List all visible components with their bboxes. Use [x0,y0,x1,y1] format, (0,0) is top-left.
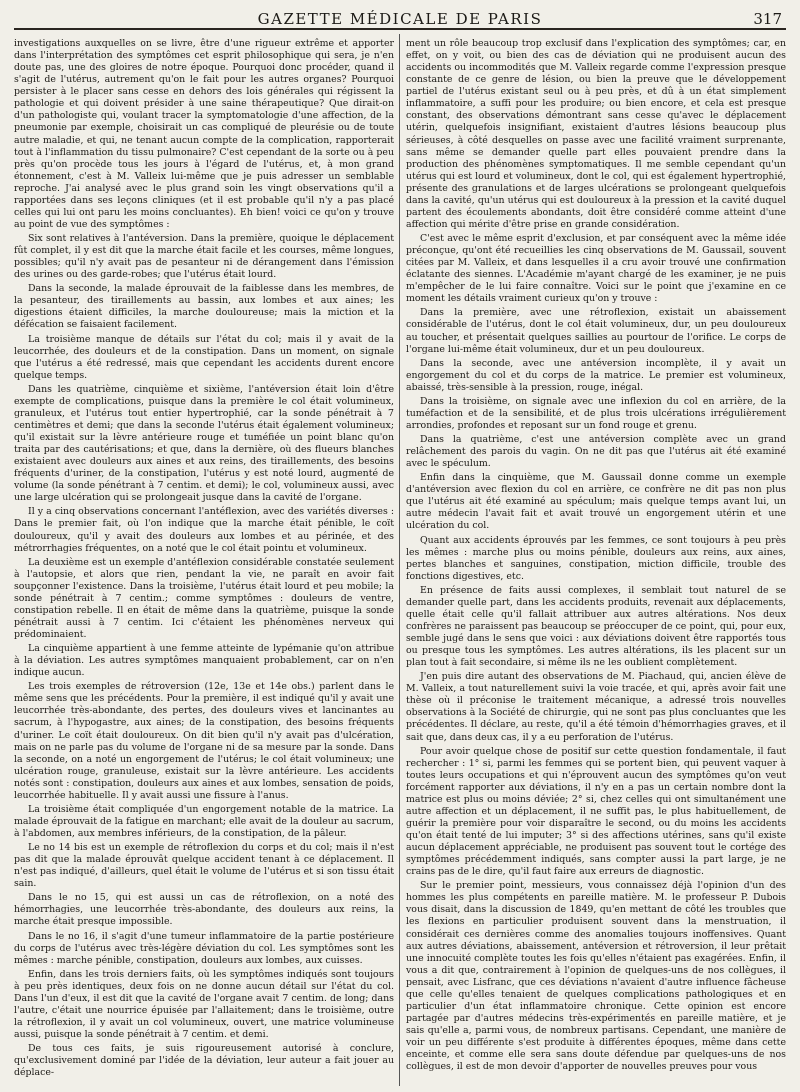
paragraph: investigations auxquelles on se livre, être d'une rigueur extrême et apporter dans l'interprétation des symptômes cet esprit philosophique qui sera, je n'en doute pas, une des gloires de notre époque. Pourquoi donc procéder, quand il s'agit de l'utérus, autrement qu'on le fait pour les autres organes? Pourquoi persister à le placer sans cesse en dehors des lois générales qui régissent la pathologie et qui doivent présider à une saine thérapeutique? Que dirait-on d'un pathologiste qui, voulant tracer la symptomatologie d'une affection, de la pneumonie par exemple, choisirait un cas compliqué de pleurésie ou de toute autre maladie, et qui, ne tenant aucun compte de la complication, rapporterait tout à l'inflammation du tissu pulmonaire? C'est cependant de la sorte ou à peu près qu'on procède tous les jours à l'égard de l'utérus, et, à mon grand étonnement, c'est à M. Valleix lui-même que je puis adresser un semblable reproche. J'ai analysé avec le plus grand soin les vingt observations qu'il a rapportées dans ses leçons cliniques (et il est probable qu'il n'y a pas placé celles qui lui ont paru les moins concluantes). Eh bien! voici ce qu'on y trouve au point de vue des symptômes : [14,38,394,230]
paragraph: En présence de faits aussi complexes, il semblait tout naturel de se demander quelle part, dans les accidents produits, revenait aux déplacements, quelle était celle qu'il fallait attribuer aux autres altérations. Nos deux confrères ne paraissent pas beaucoup se préoccuper de ce point, qui, pour eux, semble jugé dans le sens que voici : aux déviations doivent être rapportés tous ou presque tous les symptômes. Les autres altérations, ils les placent sur un plan tout à fait secondaire, si même ils ne les oublient complètement. [406,584,786,669]
paragraph: Enfin, dans les trois derniers faits, où les symptômes indiqués sont toujours à peu près identiques, deux fois on ne donne aucun détail sur l'état du col. Dans l'un d'eux, il est dit que la cavité de l'organe avait 7 centim. de long; dans l'autre, c'était une nourrice épuisée par l'allaitement; dans le troisième, outre la rétroflexion, il y avait un col volumineux, ouvert, une matrice volumineuse aussi, puisque la sonde pénétrait à 7 centim. et demi. [14,968,394,1040]
paragraph: La cinquième appartient à une femme atteinte de lypémanie qu'on attribue à la déviation. Les autres symptômes manquaient probablement, car on n'en indique aucun. [14,643,394,679]
header-rule [14,28,786,30]
paragraph: Pour avoir quelque chose de positif sur cette question fondamentale, il faut rechercher : 1° si, parmi les femmes qui se portent bien, qui peuvent vaquer à toutes leurs occupations et qui n'éprouvent aucun des symptômes qu'on veut forcément rapporter aux déviations, il n'y en a pas un certain nombre dont la matrice est plus ou moins déviée; 2° si, chez celles qui ont simultanément une autre affection et un déplacement, il ne suffit pas, le plus habituellement, de guérir la première pour voir disparaître le second, ou du moins les accidents qu'on était tenté de lui imputer; 3° si des affections utérines, sans qu'il existe aucun déplacement appréciable, ne produisent pas souvent tout le cortége des symptômes précédemment indiqués, sans compter aussi la part large, je ne crains pas de le dire, qu'il faut faire aux erreurs de diagnostic. [406,745,786,878]
paragraph: La troisième était compliquée d'un engorgement notable de la matrice. La malade éprouvait de la fatigue en marchant; elle avait de la douleur au sacrum, à l'abdomen, aux membres inférieurs, de la constipation, de la pâleur. [14,803,394,839]
paragraph: La troisième manque de détails sur l'état du col; mais il y avait de la leucorrhée, des douleurs et de la constipation. Dans un moment, on signale que l'utérus a été redressé, mais que cependant les accidents durent encore quelque temps. [14,333,394,381]
paragraph: Dans la troisième, on signale avec une inflexion du col en arrière, de la tuméfaction et de la sensibilité, et de plus trois ulcérations irrégulièrement arrondies, profondes et reposant sur un fond rouge et grenu. [406,395,786,431]
paragraph: Six sont relatives à l'antéversion. Dans la première, quoique le déplacement fût complet, il y est dit que la marche était facile et les courses, même longues, possibles; qu'il n'y avait pas de pesanteur ni de dérangement dans l'émission des urines ou des garde-robes; que l'utérus était lourd. [14,233,394,281]
paragraph: De tous ces faits, je suis rigoureusement autorisé à conclure, qu'exclusivement dominé par l'idée de la déviation, leur auteur a fait jouer au déplace- [14,1043,394,1079]
paragraph: ment un rôle beaucoup trop exclusif dans l'explication des symptômes; car, en effet, on y voit, ou bien des cas de déviation qui ne produisent aucun des accidents ou incommodités que M. Valleix regarde comme l'expression presque constante de ce genre de lésion, ou bien la preuve que le développement partiel de l'utérus existant seul ou à peu près, et dû à un état simplement inflammatoire, a suffi pour les produire; ou bien encore, et cela est presque constant, des observations démontrant sans cesse qu'avec le déplacement utérin, quelquefois insignifiant, existaient d'autres lésions beaucoup plus sérieuses, à côté desquelles on passe avec une facilité vraiment surprenante, sans même se demander quelle part elles pouvaient prendre dans la production des phénomènes symptomatiques. Il me semble cependant qu'un utérus qui est lourd et volumineux, dont le col, qui est également hypertrophié, présente des granulations et de larges ulcérations se prolongeant quelquefois dans la cavité, qu'un utérus qui est douloureux à la pression et la cavité duquel partent des écoulements abondants, doit être considéré comme atteint d'une affection qui mérite d'être prise en grande considération. [406,38,786,230]
paragraph: Dans le no 15, qui est aussi un cas de rétroflexion, on a noté des hémorrhagies, une leucorrhée très-abondante, des douleurs aux reins, la marche était presque impossible. [14,892,394,928]
paragraph: Sur le premier point, messieurs, vous connaissez déjà l'opinion d'un des hommes les plus compétents en pareille matière. M. le professeur P. Dubois vous disait, dans la discussion de 1849, qu'en mettant de côté les troubles que les flexions en particulier produisent souvent dans la menstruation, il considérait ces dernières comme des anomalies toujours inoffensives. Quant aux autres déviations, abaissement, antéversion et rétroversion, il leur prêtait une innocuité complète toutes les fois qu'elles n'étaient pas exagérées. Enfin, il vous a dit que, contrairement à l'opinion de quelques-uns de nos collègues, il pensait, avec Lisfranc, que ces déviations n'avaient d'autre influence fâcheuse que celle qu'elles tenaient de quelques complications pathologiques et en particulier d'un état inflammatoire chronique. Cette opinion est encore partagée par d'autres médecins très-expérimentés en pareille matière, et je sais qu'elle a, parmi vous, de nombreux partisans. Cependant, une manière de voir un peu différente s'est produite à différentes époques, même dans cette enceinte, et comme elle sera sans doute défendue par quelques-uns de nos collègues, il est de mon devoir d'apporter de nouvelles preuves pour vous [406,880,786,1073]
paragraph: Le no 14 bis est un exemple de rétroflexion du corps et du col; mais il n'est pas dit que la malade éprouvât quelque accident tenant à ce déplacement. Il n'est pas indiqué, d'ailleurs, quel était le volume de l'utérus et si son tissu était sain. [14,842,394,890]
paragraph: Il y a cinq observations concernant l'antéflexion, avec des variétés diverses : Dans le premier fait, où l'on indique que la marche était pénible, le coït douloureux, qu'il y avait des douleurs aux lombes et au périnée, et des métrorrhagies fréquentes, on a noté que le col était pointu et volumineux. [14,506,394,554]
paragraph: Dans la première, avec une rétroflexion, existait un abaissement considérable de l'utérus, dont le col était volumineux, dur, un peu douloureux au toucher, et présentait quelques saillies au pourtour de l'orifice. Le corps de l'organe lui-même était volumineux, dur et un peu douloureux. [406,307,786,355]
page-header [14,8,786,34]
left-column [14,38,394,1088]
paragraph: J'en puis dire autant des observations de M. Piachaud, qui, ancien élève de M. Valleix, a tout naturellement suivi la voie tracée, et qui, après avoir fait une thèse où il préconise le traitement mécanique, a adressé trois nouvelles observations à la Société de chirurgie, qui ne sont pas plus concluantes que les précédentes. Il déclare, au reste, qu'il a été témoin d'hémorrhagies graves, et il sait que, dans deux cas, il y a eu perforation de l'utérus. [406,671,786,743]
paragraph: La deuxième est un exemple d'antéflexion considérable constatée seulement à l'autopsie, et alors que rien, pendant la vie, ne paraît en avoir fait soupçonner l'existence. Dans la troisième, l'utérus était lourd et peu mobile; la sonde pénétrait à 7 centim.; comme symptômes : douleurs de ventre, constipation rebelle. Il en était de même dans la quatrième, puisque la sonde pénétrait aussi à 7 centim. Ici c'étaient les phénomènes nerveux qui prédominaient. [14,556,394,640]
paragraph: Dans le no 16, il s'agit d'une tumeur inflammatoire de la partie postérieure du corps de l'utérus avec très-légère déviation du col. Les symptômes sont les mêmes : marche pénible, constipation, douleurs aux lombes, aux cuisses. [14,930,394,966]
paragraph: Dans la seconde, la malade éprouvait de la faiblesse dans les membres, de la pesanteur, des tiraillements au bassin, aux lombes et aux aines; les digestions étaient difficiles, la marche douloureuse; mais la miction et la défécation se faisaient facilement. [14,283,394,331]
paragraph: Les trois exemples de rétroversion (12e, 13e et 14e obs.) parlent dans le même sens que les précédents. Pour la première, il est indiqué qu'il y avait une leucorrhée très-abondante, des pertes, des douleurs vives et lancinantes au sacrum, à l'hypogastre, aux aines; de la constipation, des besoins fréquents d'uriner. Le coït était douloureux. On dit bien qu'il n'y avait pas d'ulcération, mais on ne parle pas du volume de l'organe ni de sa mesure par la sonde. Dans la seconde, on a noté un engorgement de l'utérus; le col était volumineux; une ulcération rouge, granuleuse, existait sur la lèvre antérieure. Les accidents notés sont : constipation, douleurs aux aines et aux lombes, sensation de poids, leucorrhée habituelle. Il y avait aussi une fissure à l'anus. [14,681,394,801]
column-divider [399,34,400,1086]
paragraph: Enfin dans la cinquième, que M. Gaussail donne comme un exemple d'antéversion avec flexion du col en arrière, ce confrère ne dit pas non plus que l'utérus ait été examiné au spéculum; mais quelque temps avant lui, un autre médecin l'avait fait et avait trouvé un engorgement utérin et une ulcération du col. [406,472,786,532]
page-number: 317 [753,10,782,28]
paragraph: C'est avec le même esprit d'exclusion, et par conséquent avec la même idée préconçue, qu'ont été recueillies les cinq observations de M. Gaussail, souvent citées par M. Valleix, et dans lesquelles il a cru avoir trouvé une confirmation éclatante des siennes. L'Académie m'ayant chargé de les examiner, je ne puis m'empêcher de le lui faire connaître. Voici sur le point que j'examine en ce moment les détails vraiment curieux qu'on y trouve : [406,233,786,305]
paragraph: Dans les quatrième, cinquième et sixième, l'antéversion était loin d'être exempte de complications, puisque dans la première le col était volumineux, granuleux, et l'utérus tout entier hypertrophié, car la sonde pénétrait à 7 centimètres et demi; que dans la seconde l'utérus était également volumineux; qu'il existait sur la lèvre antérieure rouge et tuméfiée un point blanc qu'on traita par des cautérisations; et que, dans la dernière, où des flueurs blanches existaient avec douleurs aux aines et aux reins, des tiraillements, des besoins fréquents d'uriner, de la constipation, l'utérus y est noté lourd, augmenté de volume (la sonde pénétrant à 7 centim. et demi); le col, volumineux aussi, avec une large ulcération qui se prolongeait jusque dans la cavité de l'organe. [14,383,394,504]
paragraph: Dans la seconde, avec une antéversion incomplète, il y avait un engorgement du col et du corps de la matrice. Le premier est volumineux, abaissé, très-sensible à la pression, rouge, inégal. [406,357,786,393]
right-column [406,38,786,1088]
journal-title: GAZETTE MÉDICALE DE PARIS [257,10,543,28]
paragraph: Dans la quatrième, c'est une antéversion complète avec un grand relâchement des parois du vagin. On ne dit pas que l'utérus ait été examiné avec le spéculum. [406,434,786,470]
paragraph: Quant aux accidents éprouvés par les femmes, ce sont toujours à peu près les mêmes : marche plus ou moins pénible, douleurs aux reins, aux aines, pertes blanches et sanguines, constipation, miction difficile, trouble des fonctions digestives, etc. [406,534,786,582]
